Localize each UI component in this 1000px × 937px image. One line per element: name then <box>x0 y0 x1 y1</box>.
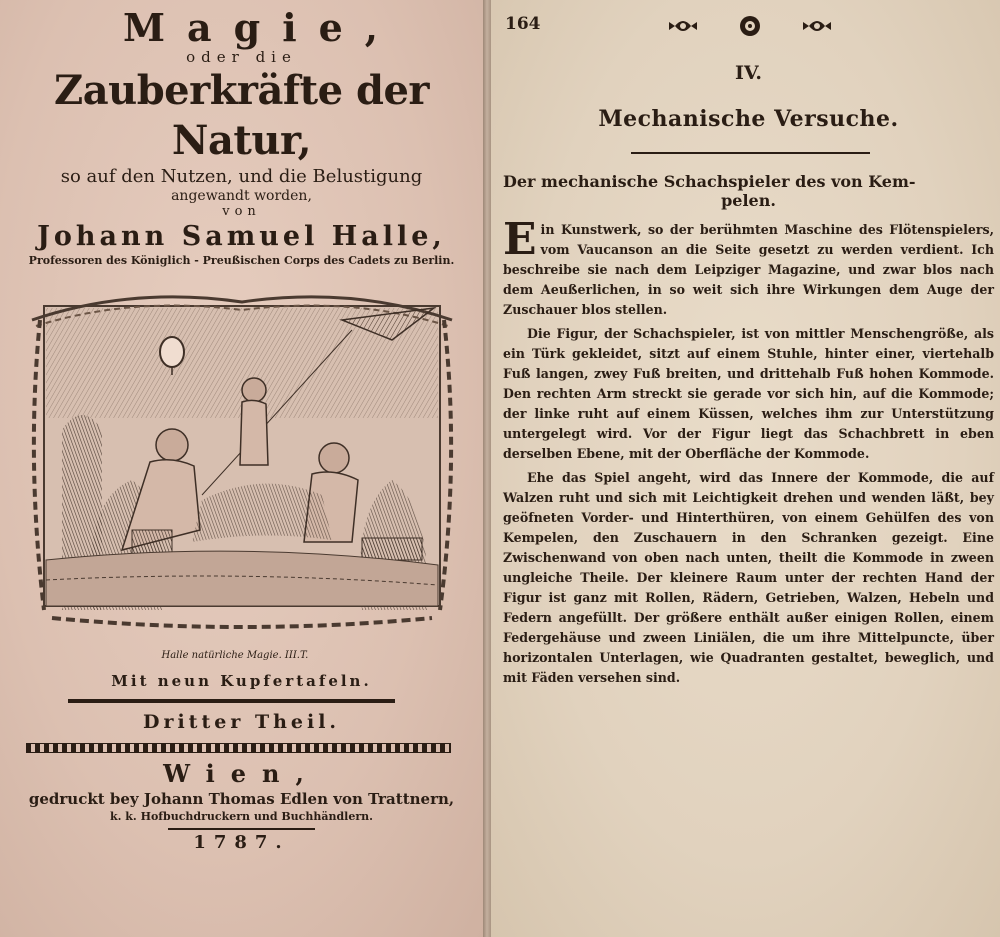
header-ornament-icon <box>665 12 835 40</box>
book-gutter <box>483 0 491 937</box>
imprint-printer: gedruckt bey Johann Thomas Edlen von Trattnern, <box>28 790 455 808</box>
subtitle-line-1: so auf den Nutzen, und die Belustigung <box>60 166 423 187</box>
engraving-illustration <box>22 280 462 648</box>
divider-thick <box>68 699 395 703</box>
chapter-divider <box>631 152 870 154</box>
article-title-line-1: Der mechanische Schachspieler des von Kem- <box>503 172 916 191</box>
imprint-city: Wien, <box>163 759 320 788</box>
text-page <box>491 0 1000 937</box>
plate-caption: Halle natürliche Magie. III.T. <box>161 650 309 661</box>
plates-note: Mit neun Kupfertafeln. <box>111 672 372 690</box>
page-number: 164 <box>505 14 541 34</box>
volume-label: Dritter Theil. <box>142 711 341 733</box>
section-number: IV. <box>735 62 762 84</box>
subtitle-line-2: angewandt worden, <box>171 188 312 204</box>
paragraph-2: Die Figur, der Schachspieler, ist von mittler Menschengröße, als ein Türk gekleidet, sitzt auf einem Stuhle, hinter einer, viertehalb Fuß langen, zwey Fuß breiten, und drittehalb Fuß hohen Kommode. Den rechten Arm streckt sie gerade vor sich hin, auf die Kommode; der linke ruht auf einem Küssen, welches ihm zur Unterstützung untergelegt wird. Vor der Figur liegt das Schachbrett in eben derselben Ebene, mit der Oberfläche der Kommode. <box>503 326 994 461</box>
by-word: von <box>222 204 261 219</box>
divider-thin <box>168 828 315 830</box>
paragraph-1-text: in Kunstwerk, so der berühmten Maschine des Flötenspielers, vom Vaucanson an die Seite gesetzt zu werden verdient. Ich beschreibe sie nach dem Leipziger Magazine, und zwar blos nach dem Aeußerlichen, in so weit sich ihre Wirkungen dem Auge der Zuschauer blos stellen. <box>503 222 994 317</box>
divider-ornamental <box>26 743 451 753</box>
frontispiece-engraving <box>22 280 462 661</box>
imprint-year: 1787. <box>193 832 290 853</box>
paragraph-1 <box>503 214 994 320</box>
article-title <box>503 172 994 192</box>
author-name: Johann Samuel Halle, <box>37 221 446 252</box>
drop-cap: E <box>503 214 537 265</box>
author-role: Professoren des Königlich - Preußischen Corps des Cadets zu Berlin. <box>28 254 455 267</box>
imprint-printer-role: k. k. Hofbuchdruckern und Buchhändlern. <box>110 810 373 823</box>
chapter-title: Mechanische Versuche. <box>598 106 899 132</box>
title-page <box>0 0 483 937</box>
title-magie: Magie, <box>122 5 401 50</box>
title-oder-die: oder die <box>186 48 297 66</box>
page-header <box>503 10 994 44</box>
article-title-line-2: pelen. <box>721 191 776 210</box>
article-body <box>503 214 994 688</box>
paragraph-3: Ehe das Spiel angeht, wird das Innere der Kommode, die auf Walzen ruht und sich mit Leichtigkeit drehen und wenden läßt, bey geöfneten Vorder- und Hinterthüren, von einem Gehülfen des von Kempelen, den Zuschauern in den Schranken gezeigt. Eine Zwischenwand von oben nach unten, theilt die Kommode in zween ungleiche Theile. Der kleinere Raum unter der rechten Hand der Figur ist ganz mit Rollen, Rädern, Getrieben, Walzen, Hebeln und Federn angefüllt. Der größere enthält außer einigen Rollen, einem Federgehäuse und zween Liniälen, die um ihre Mittelpuncte, über horizontalen Unterlagen, wie Quadranten gestaltet, beweglich, und mit Fäden versehen sind. <box>503 470 994 685</box>
main-title: Zauberkräfte der Natur, <box>54 67 429 164</box>
